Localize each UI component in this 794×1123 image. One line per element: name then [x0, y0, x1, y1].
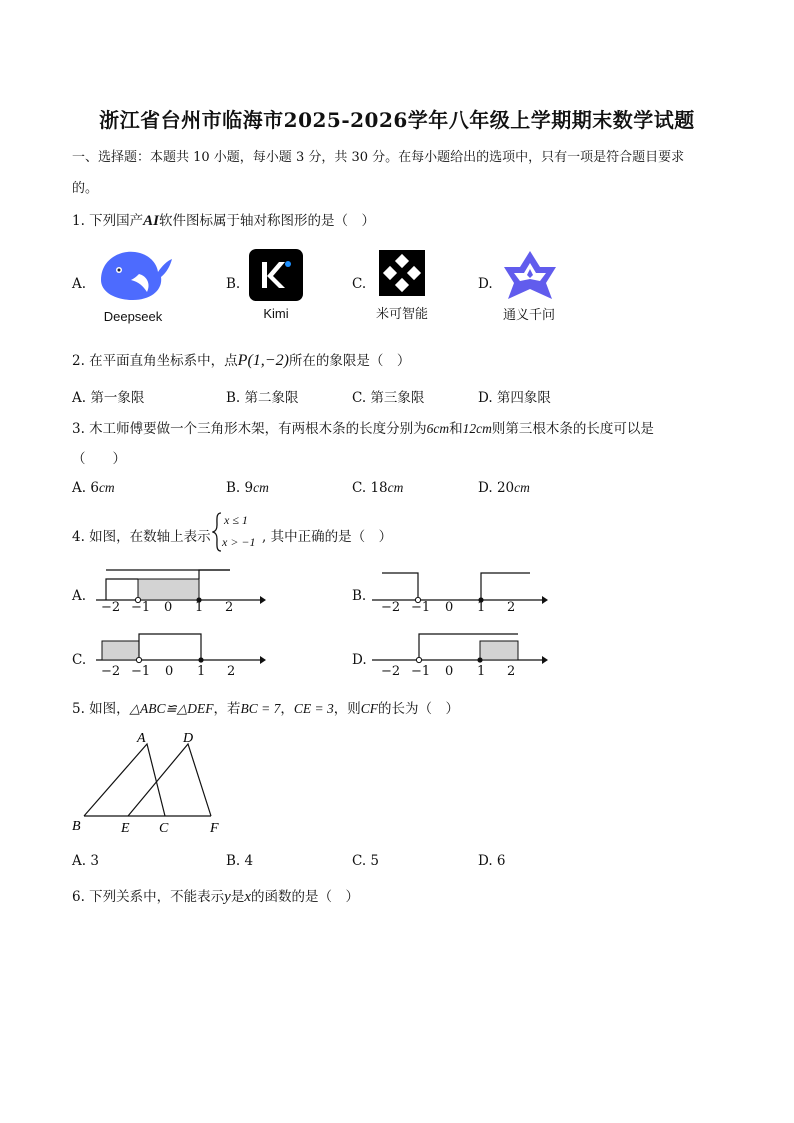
triangles-figure — [68, 726, 238, 838]
q4-option-c-letter: C. — [72, 652, 87, 668]
q3-option-c: C. 18cm — [352, 480, 404, 496]
q1-option-b-letter: B. — [226, 276, 241, 292]
label-a: A — [137, 731, 146, 746]
question-2-stem: 2. 在平面直角坐标系中，点P(1,−2)所在的象限是（ ） — [72, 352, 411, 369]
q1-option-d-letter: D. — [478, 276, 493, 292]
q5-option-b: B. 4 — [226, 853, 254, 869]
question-3-stem: 3. 木工师傅要做一个三角形木架，有两根木条的长度分别为6cm和12cm则第三根木条的长度可以是 — [72, 421, 654, 437]
q1-option-d-caption: 通义千问 — [502, 307, 555, 322]
question-6-stem: 6. 下列关系中，不能表示y是x的函数的是（ ） — [72, 889, 360, 905]
whale-icon — [95, 246, 175, 308]
tongyi-star-icon — [502, 249, 558, 305]
inequality-line-1: x ≤ 1 — [224, 513, 248, 527]
label-d: D — [183, 731, 194, 746]
inequality-line-2: x > −1 — [222, 535, 256, 549]
q2-option-a: A. 第一象限 — [72, 390, 145, 406]
page-title: 浙江省台州市临海市2025-2026学年八年级上学期期末数学试题 — [99, 108, 695, 132]
q5-option-a: A. 3 — [72, 853, 99, 869]
q2-option-c: C. 第三象限 — [352, 390, 425, 406]
section-heading: 一、选择题：本题共 10 小题，每小题 3 分，共 30 分。在每小题给出的选项中，只有一项是符合题目要求 — [72, 150, 685, 165]
q4-option-b-letter: B. — [352, 588, 367, 604]
q2-option-d: D. 第四象限 — [478, 390, 551, 406]
exam-page: 浙江省台州市临海市2025-2026学年八年级上学期期末数学试题 一、选择题：本题共 10 小题，每小题 3 分，共 30 分。在每小题给出的选项中，只有一项是符合题目要求 的。 1. 下列国产AI软件图标属于轴对称图形的是（ ） A. Deepseek B. Kimi C. 米可智能 D. 通义千问 2. 在平面直角坐标系中，点P(1,−2)所在的象限是（ ） A. 第一象限 B. 第二象限 C. 第三象限 D. 第四象限 3. 木工师傅要做一个三角形木架，有两根木条的长度分别为6cm和12cm则第三根木条的长度可以是 （ ） A. 6cm B. 9cm C. 18cm D. 20cm 4. 如图，在数轴上表示 x ≤ 1 x > −1 , 其中正确的是（ ） A. −2 −1 0 1 2 B. −2 −1 0 1 2 C. −2 −1 0 1 2 D. −2 −1 0 1 2 5. 如图，△ABC≌△DEF，若BC = 7，CE = 3，则CF的长为（ ） A D B E C F A. 3 B. 4 C. 5 D. 6 6. 下列关系中，不能表示y是x的函数的是（ ） — [0, 0, 794, 1123]
kimi-icon — [249, 249, 303, 305]
q1-option-a-letter: A. — [72, 276, 87, 292]
question-4-stem-a: 4. 如图，在数轴上表示 — [72, 529, 211, 545]
q1-option-b-caption: Kimi — [263, 306, 289, 321]
q3-option-b: B. 9cm — [226, 480, 269, 496]
label-e: E — [121, 821, 130, 836]
q2-option-b: B. 第二象限 — [226, 390, 299, 406]
section-heading-cont: 的。 — [72, 181, 99, 196]
question-1-stem: 1. 下列国产AI软件图标属于轴对称图形的是（ ） — [72, 213, 376, 229]
q1-option-c-letter: C. — [352, 276, 367, 292]
q3-option-d: D. 20cm — [478, 480, 530, 496]
q1-option-a-caption: Deepseek — [103, 309, 163, 324]
q3-option-a: A. 6cm — [72, 480, 115, 496]
q5-option-d: D. 6 — [478, 853, 506, 869]
q4-option-a-letter: A. — [72, 588, 87, 604]
question-3-stem-cont: （ ） — [72, 451, 126, 467]
label-b: B — [72, 819, 81, 834]
q5-option-c: C. 5 — [352, 853, 380, 869]
q1-option-c-caption: 米可智能 — [375, 306, 428, 321]
label-c: C — [159, 821, 169, 836]
label-f: F — [210, 821, 219, 836]
q4-option-d-letter: D. — [352, 652, 367, 668]
diamond-grid-icon — [379, 250, 425, 300]
question-5-stem: 5. 如图，△ABC≌△DEF，若BC = 7，CE = 3，则CF的长为（ ） — [72, 701, 460, 717]
question-4-stem-b: , 其中正确的是（ ） — [262, 529, 393, 545]
